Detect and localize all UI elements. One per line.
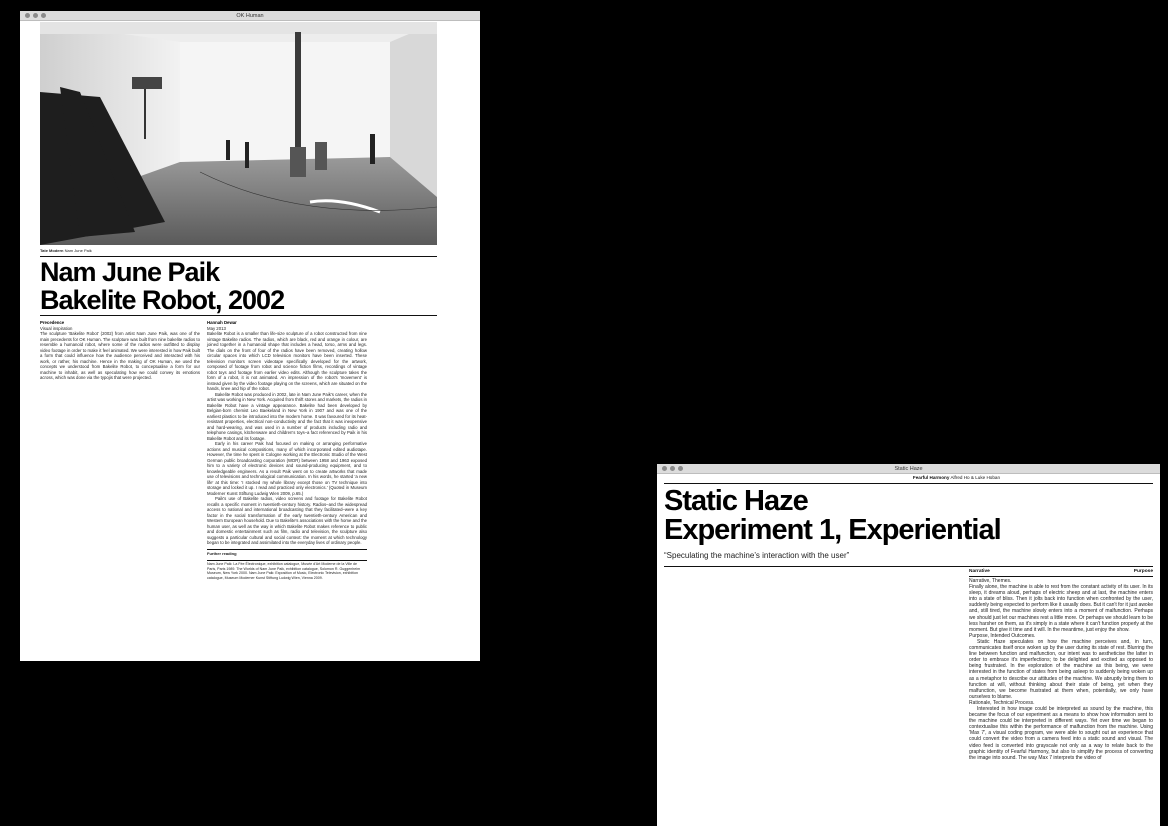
window-titlebar[interactable] <box>20 11 480 21</box>
photo-caption <box>40 248 92 253</box>
caption-location: Tate Modern <box>40 248 64 253</box>
window-title: Static Haze <box>894 466 923 472</box>
section-label: Rationale, Technical Process. <box>969 699 1035 706</box>
further-reading-list: Nam June Paik: La Fée Électronique, exhibition catalogue, Musée d'Art Moderne de la Ville de Paris, Paris 1989. The Worlds of Nam June Paik, exhibition catalogue, Solomon R. Guggenheim Museum, New York 2000. Nam June Paik: Exposition of Music, Electronic Television, exhibition catalogue, Museum Moderner Kunst Stiftung Ludwig Wien, Vienna 2009. <box>207 562 361 580</box>
column-header <box>969 569 1153 574</box>
column-header-left: Narrative <box>969 569 990 574</box>
column-body: The sculpture 'Bakelite Robot' (2002) from artist Nam June Paik, was one of the main precedents for OK Human. The sculpture was built from nine bakelite radios to resemble a humanoid robot, where some of the radios were outfitted to display video footage in order to make it feel animated. We were interested in how Paik built a form that could influence how the audience perceived and interacted with his work, or rather, his machine. Hence in the making of OK Human, we used the concepts we understood from Bakelite Robot, to conceptualise a form for our machine to inhabit, as well as speculating how we could convey its emotions across, which was done via the typojis that were projected. <box>40 331 200 380</box>
ok-human-window <box>20 11 480 661</box>
project-meta <box>913 475 1000 480</box>
precedence-column <box>40 320 200 381</box>
section-label: Purpose, Intended Outcomes. <box>969 632 1036 639</box>
project-name: Fearful Harmony <box>912 475 950 480</box>
section-label: Narrative, Themes. <box>969 578 1012 584</box>
article-paragraph: Bakelite Robot is a smaller than life-size sculpture of a robot constructed from nine vintage Bakelite radios. The radios, which are black, red and orange in colour, are joined together in a humanoid shape that includes a head, torso, arms and legs. The dials on the front of four of the radios have been removed, creating hollow circular spaces into which LCD television monitors have been inserted. These television monitors screen videotape specifically developed for the artwork, composed of footage from robot and science fiction films, recordings of vintage robot toys and footage from earlier video edits. Although the sculpture takes the form of a robot, it is not animated. An impression of the robot's 'movement' is instead given by the video footage playing on the screens, which are situated on the hands, knee and hip of the robot. <box>207 331 367 391</box>
gallery-photo <box>40 22 437 245</box>
article-date: May 2013 <box>207 325 226 331</box>
article-author: Hannah Dewar <box>207 320 237 325</box>
window-titlebar[interactable] <box>657 464 1160 474</box>
gallery-photo-image <box>40 22 437 245</box>
divider <box>969 576 1153 577</box>
divider <box>207 560 367 561</box>
article-paragraph: Paik's use of Bakelite radios, video screens and footage for Bakelite Robot recalls a specific moment in twentieth-century history. Radios–and the widespread access to national and international broadcasting that they facilitated–were a key factor in the social transformation of the early twentieth-century American and Western European household. Due to Bakelite's associations with the home and the human user, as well as the way in which Bakelite Robot makes reference to public and domestic entertainment such as film, radio and television, the sculpture also suggests a particular cultural and social context: the moment at which technology began to be integrated and assimilated into the everyday lives of ordinary people. <box>207 496 367 545</box>
divider <box>664 566 1153 567</box>
section-paragraph: Static Haze speculates on how the machine perceives and, in turn, communicates itself once woken up by the user during its state of rest. Blurring the line between function and malfunction, our intent was to aestheticise the latter in order to embrace it's imperfections; to be delighted and excited as opposed to being frustrated. In the exploration of the machine as this being, we were interested in the function of states from being asleep to suddenly being woken up as a metaphor to describe our attitudes of the machine. We abruptly bring them to function at will, without thinking about their state of being, yet when they malfunction, we become frustrated at them when, potentially, we only have ourselves to blame. <box>969 638 1153 700</box>
page-subtitle-quote: “Speculating the machine’s interaction with the user” <box>664 551 850 560</box>
article-paragraph: Bakelite Robot was produced in 2002, late in Nam June Paik's career, when the artist was working in New York. Acquired from thrift stores and markets, the radios in Bakelite Robot have a vintage appearance. Bakelite had been developed by Belgian-born chemist Leo Baekeland in New York in 1907 and was one of the earliest plastics to be introduced into the modern home. It was favoured for its heat-resistant properties, electrical non-conductivity and the fact that it was inexpensive and hard-wearing, and was used in a number of products including radio and telephone casings, kitchenware and children's toys–a fact referenced by Paik in his Bakelite Robot and its footage. <box>207 391 368 441</box>
page-title-line2: Bakelite Robot, 2002 <box>40 285 285 315</box>
static-haze-window <box>657 464 1160 826</box>
divider <box>664 483 1153 484</box>
column-header-right: Purpose <box>1133 569 1153 574</box>
column-subheading: Visual inspiration <box>40 325 73 331</box>
page-title-line1: Static Haze <box>664 485 808 517</box>
section-paragraph: Finally alone, the machine is able to rest from the constant activity of its user. In its sleep, it dreams aloud, perhaps of electric sheep and at last, the machine enters into a state of bliss. Then it jolts back into function when confronted by the user, suddenly being expected to perform like it usually does. But it can't for it just awoke and, still tired, the machine slowly enters into a moment of malfunction. Perhaps we should just let our machines rest a little more. Or perhaps we should learn to be less harsher on them, as it's simply in a state where it can't function properly at the moment. But give it time and it will. In the meantime, just enjoy the show. <box>969 584 1153 633</box>
divider <box>207 549 367 550</box>
article-column <box>207 320 367 580</box>
caption-subject: Nam June Paik <box>64 248 92 253</box>
further-reading-heading: Further reading <box>207 551 237 557</box>
page-title-line1: Nam June Paik <box>40 257 220 287</box>
narrative-column <box>969 578 1153 761</box>
window-title: OK Human <box>236 13 264 19</box>
project-authors: Alfred Ho & Luke Hoban <box>950 475 1000 480</box>
column-heading: Precedence <box>40 320 65 325</box>
page-title-line2: Experiment 1, Experiential <box>664 514 1001 546</box>
divider <box>40 315 437 316</box>
section-paragraph: Interested in how image could be interpreted as sound by the machine, this became the focus of our experiment as a means to show how information sent to the machine could be interpreted in different ways. Yet over time we began to contextualise this within the performance of malfunction from the machine. Using 'Max 7', a visual coding program, we were able to sought out an experience that could convert the video from a camera feed into a static sound and visual. The video feed is converted into grayscale not only as a way to relate back to the graphic identity of Fearful Harmony, but also to simplify the process of converting the image into sound. The way Max 7 interprets the video of <box>969 705 1153 761</box>
article-paragraph: Early in his career Paik had focused on making or arranging performative actions and musical compositions, many of which incorporated edited audiotape. However, the time he spent in Cologne working at the Electronic Studio of the West German public broadcasting corporation (WDR) between 1958 and 1963 exposed him to a variety of electronic devices and sound-producing equipment, and to knowledgeable engineers. As a result Paik went on to create artworks that made use of televisions and technological communication. In his words, he started 'a new life' at this time: 'I stocked my whole library except those on TV technique into storage and locked it up. I read and practiced only electronics.' (Quoted in Museum Moderner Kunst Stiftung Ludwig Wien 2009, p.65.) <box>207 441 367 496</box>
